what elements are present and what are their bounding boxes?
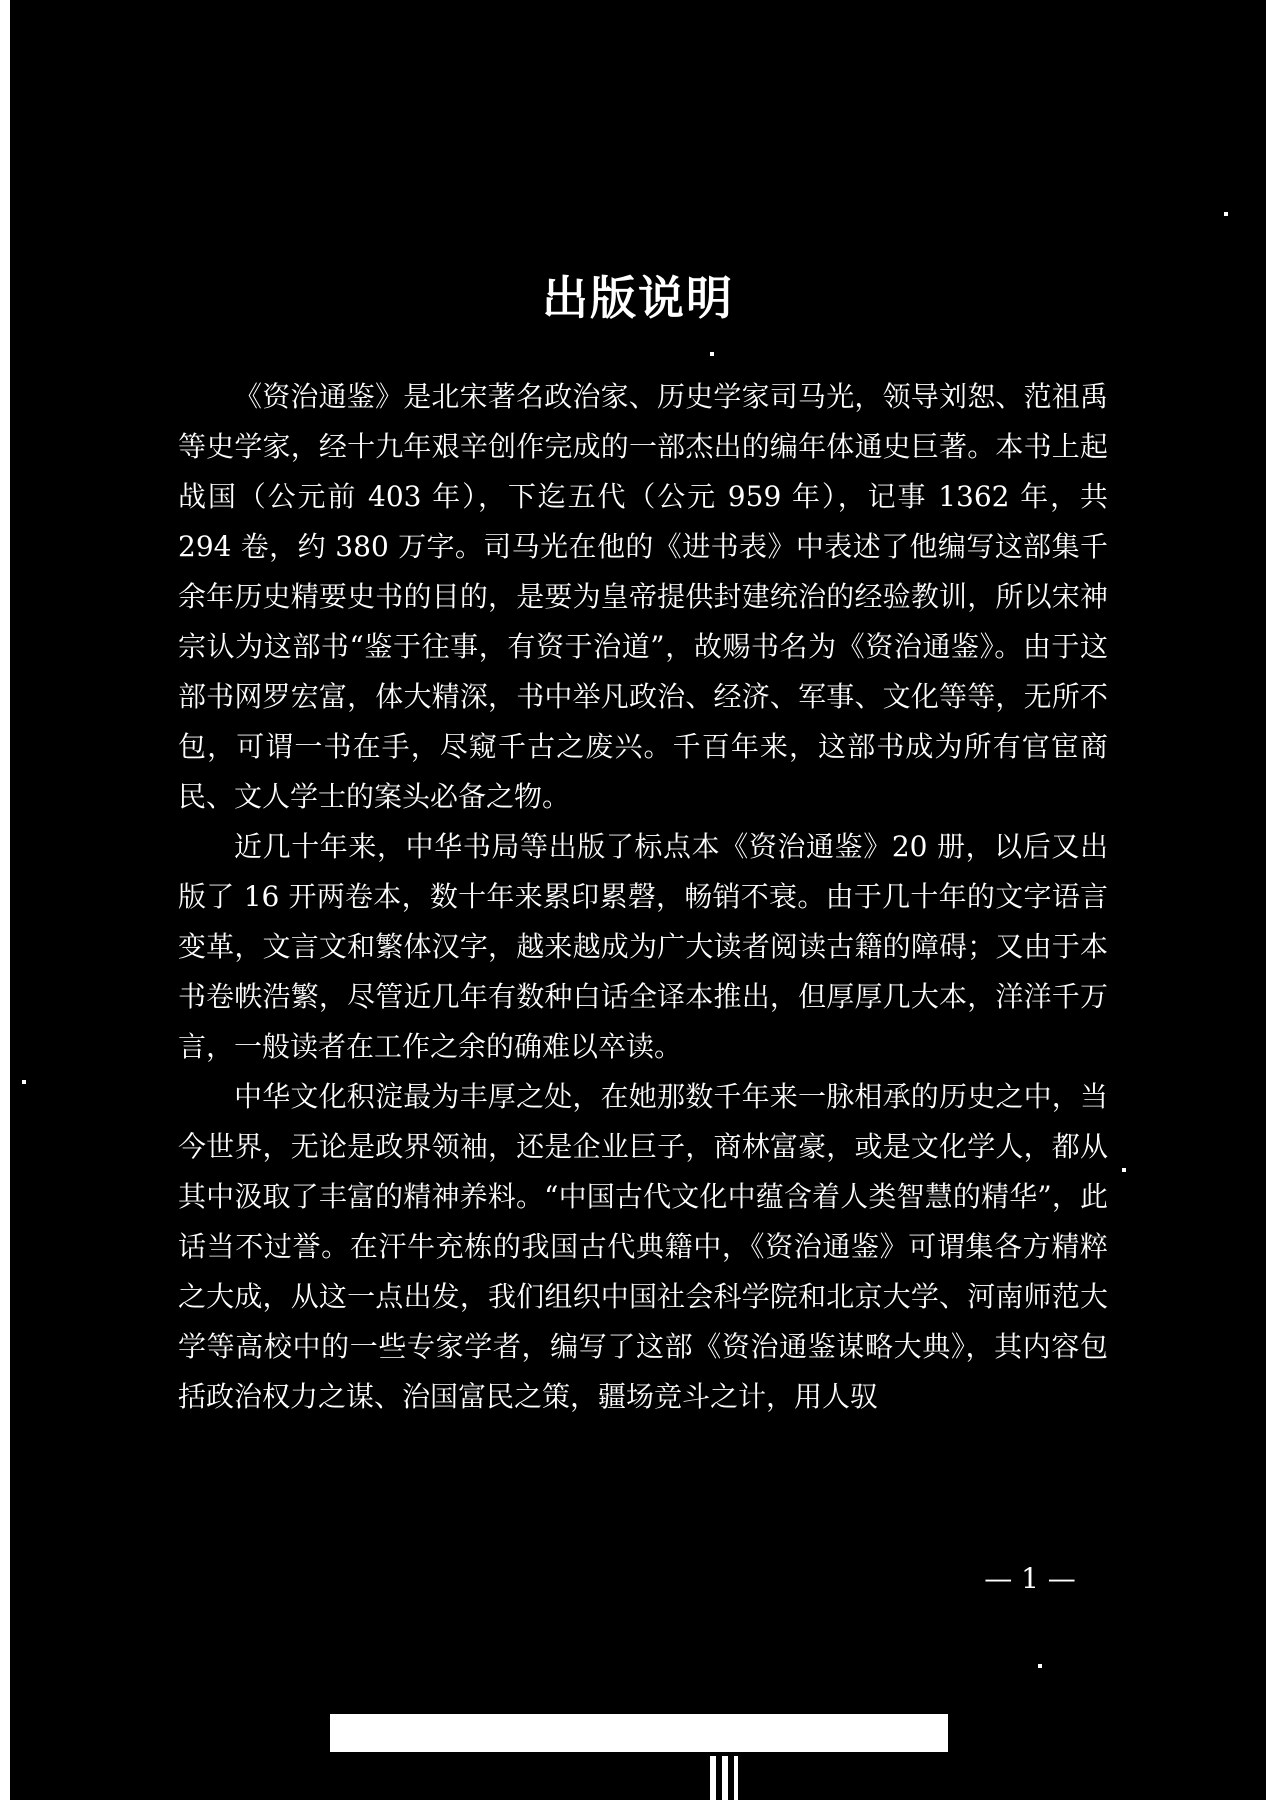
- page-number: — 1 —: [984, 1562, 1076, 1595]
- scan-border-left: [0, 0, 10, 1800]
- scan-speck: [1224, 212, 1228, 216]
- scan-speck: [1038, 1664, 1042, 1668]
- scan-mark: [734, 1756, 738, 1800]
- scan-border-right: [1266, 0, 1272, 1800]
- scan-mark: [722, 1756, 728, 1800]
- scan-speck: [710, 352, 714, 356]
- paragraph-1: 《资治通鉴》是北宋著名政治家、历史学家司马光，领导刘恕、范祖禹等史学家，经十九年艰辛创作完成的一部杰出的编年体通史巨著。本书上起战国（公元前 403 年），下迄五代（公元 959 年），记事 1362 年，共 294 卷，约 380 万字。司马光在他的《进书表》中表述了他编写这部集千余年历史精要史书的目的，是要为皇帝提供封建统治的经验教训，所以宋神宗认为这部书“鉴于往事，有资于治道”，故赐书名为《资治通鉴》。由于这部书网罗宏富，体大精深，书中举凡政治、经济、军事、文化等等，无所不包，可谓一书在手，尽窥千古之废兴。千百年来，这部书成为所有官宦商民、文人学士的案头必备之物。: [178, 380, 1108, 813]
- paragraph-3: 中华文化积淀最为丰厚之处，在她那数千年来一脉相承的历史之中，当今世界，无论是政界领袖，还是企业巨子，商林富豪，或是文化学人，都从其中汲取了丰富的精神养料。“中国古代文化中蕴含着人类智慧的精华”，此话当不过誉。在汗牛充栋的我国古代典籍中，《资治通鉴》可谓集各方精粹之大成，从这一点出发，我们组织中国社会科学院和北京大学、河南师范大学等高校中的一些专家学者，编写了这部《资治通鉴谋略大典》，其内容包括政治权力之谋、治国富民之策，疆场竞斗之计，用人驭: [178, 1080, 1108, 1413]
- body-text: [178, 372, 1108, 1422]
- scan-speck: [1122, 1168, 1126, 1172]
- document-page: [10, 0, 1266, 1800]
- scan-speck: [22, 1080, 26, 1084]
- redaction-bar: [330, 1714, 948, 1752]
- page-title: 出版说明: [542, 271, 734, 325]
- scan-mark: [710, 1756, 716, 1800]
- paragraph-2: 近几十年来，中华书局等出版了标点本《资治通鉴》20 册，以后又出版了 16 开两卷本，数十年来累印累磬，畅销不衰。由于几十年的文字语言变革，文言文和繁体汉字，越来越成为广大读者阅读古籍的障碍；又由于本书卷帙浩繁，尽管近几年有数种白话全译本推出，但厚厚几大本，洋洋千万言，一般读者在工作之余的确难以卒读。: [178, 830, 1108, 1063]
